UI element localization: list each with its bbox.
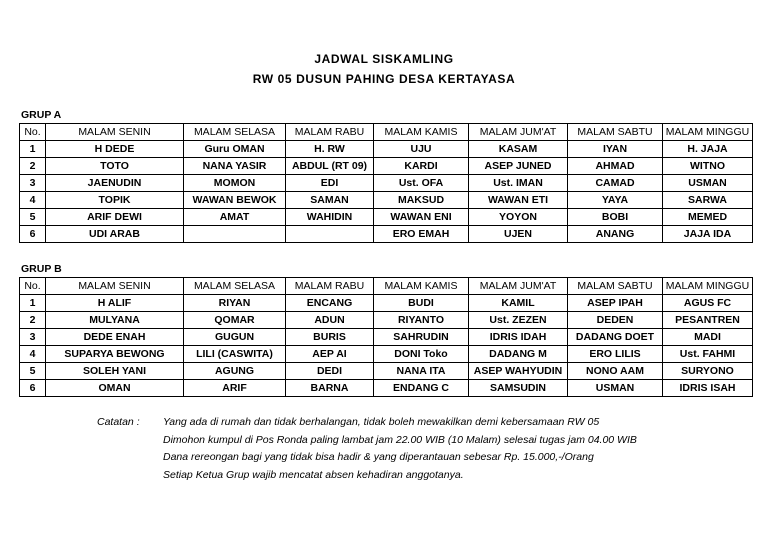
table-row [20, 175, 753, 192]
name-cell: AMAT [184, 209, 286, 226]
name-cell: MEMED [663, 209, 753, 226]
name-cell: YOYON [469, 209, 568, 226]
name-cell: YAYA [568, 192, 663, 209]
name-cell: ASEP IPAH [568, 295, 663, 312]
name-cell: DEDE ENAH [46, 329, 184, 346]
note-line: Dana rereongan bagi yang tidak bisa hadir & yang diperantauan sebesar Rp. 15.000,-/Orang [163, 451, 594, 463]
name-cell: QOMAR [184, 312, 286, 329]
group-a-label: GRUP A [21, 109, 62, 121]
name-cell: NANA YASIR [184, 158, 286, 175]
name-cell: Ust. IMAN [469, 175, 568, 192]
name-cell: SAHRUDIN [374, 329, 469, 346]
name-cell: ERO EMAH [374, 226, 469, 243]
note-line: Setiap Ketua Grup wajib mencatat absen kehadiran anggotanya. [163, 468, 464, 481]
name-cell: SAMSUDIN [469, 380, 568, 397]
name-cell: KAMIL [469, 295, 568, 312]
name-cell [286, 226, 374, 243]
name-cell: DEDI [286, 363, 374, 380]
name-cell: Guru OMAN [184, 141, 286, 158]
name-cell: SAMAN [286, 192, 374, 209]
document-subtitle: RW 05 DUSUN PAHING DESA KERTAYASA [252, 72, 516, 86]
name-cell: RIYAN [184, 295, 286, 312]
column-header: MALAM SABTU [568, 124, 663, 141]
name-cell: WAWAN BEWOK [184, 192, 286, 209]
name-cell: Ust. ZEZEN [469, 312, 568, 329]
table-row [20, 141, 753, 158]
name-cell: SOLEH YANI [46, 363, 184, 380]
name-cell: OMAN [46, 380, 184, 397]
name-cell: PESANTREN [663, 312, 753, 329]
name-cell: Ust. FAHMI [663, 346, 753, 363]
column-header: MALAM SENIN [46, 124, 184, 141]
name-cell: AGUNG [184, 363, 286, 380]
row-number-cell: 3 [20, 175, 46, 192]
column-header: MALAM SABTU [568, 278, 663, 295]
column-header: MALAM SELASA [184, 124, 286, 141]
table-row [20, 209, 753, 226]
table-row [20, 158, 753, 175]
column-header: MALAM JUM'AT [469, 278, 568, 295]
row-number-cell: 5 [20, 209, 46, 226]
column-header: MALAM MINGGU [663, 124, 753, 141]
table-header-row [20, 124, 753, 141]
name-cell: AHMAD [568, 158, 663, 175]
row-number-cell: 4 [20, 192, 46, 209]
name-cell: MAKSUD [374, 192, 469, 209]
name-cell: H DEDE [46, 141, 184, 158]
name-cell: ASEP JUNED [469, 158, 568, 175]
schedule-table-group-a [19, 123, 753, 243]
table-row [20, 226, 753, 243]
name-cell: ADUN [286, 312, 374, 329]
name-cell: BURIS [286, 329, 374, 346]
row-number-cell: 1 [20, 295, 46, 312]
table-row [20, 346, 753, 363]
row-number-cell: 4 [20, 346, 46, 363]
name-cell: BUDI [374, 295, 469, 312]
name-cell: WITNO [663, 158, 753, 175]
table-row [20, 295, 753, 312]
row-number-cell: 2 [20, 158, 46, 175]
name-cell: WAWAN ENI [374, 209, 469, 226]
name-cell: IYAN [568, 141, 663, 158]
name-cell: USMAN [663, 175, 753, 192]
table-row [20, 312, 753, 329]
column-header: MALAM RABU [286, 124, 374, 141]
name-cell: NANA ITA [374, 363, 469, 380]
name-cell: SUPARYA BEWONG [46, 346, 184, 363]
column-header: MALAM RABU [286, 278, 374, 295]
name-cell: IDRIS IDAH [469, 329, 568, 346]
name-cell: EDI [286, 175, 374, 192]
name-cell: USMAN [568, 380, 663, 397]
name-cell: UDI ARAB [46, 226, 184, 243]
notes-label: Catatan : [97, 416, 140, 428]
name-cell: CAMAD [568, 175, 663, 192]
name-cell: DEDEN [568, 312, 663, 329]
table-row [20, 192, 753, 209]
name-cell: GUGUN [184, 329, 286, 346]
name-cell: KARDI [374, 158, 469, 175]
name-cell: MOMON [184, 175, 286, 192]
note-line: Yang ada di rumah dan tidak berhalangan, tidak boleh mewakilkan demi kebersamaan RW 05 [163, 416, 600, 428]
name-cell: DONI Toko [374, 346, 469, 363]
column-header: No. [20, 278, 46, 295]
schedule-table-group-b [19, 277, 753, 397]
name-cell: WAWAN ETI [469, 192, 568, 209]
name-cell: SURYONO [663, 363, 753, 380]
name-cell: UJEN [469, 226, 568, 243]
name-cell: H ALIF [46, 295, 184, 312]
name-cell: ABDUL (RT 09) [286, 158, 374, 175]
column-header: MALAM KAMIS [374, 124, 469, 141]
name-cell: BOBI [568, 209, 663, 226]
name-cell: ERO LILIS [568, 346, 663, 363]
row-number-cell: 6 [20, 226, 46, 243]
name-cell: ENDANG C [374, 380, 469, 397]
name-cell: Ust. OFA [374, 175, 469, 192]
column-header: MALAM JUM'AT [469, 124, 568, 141]
name-cell: JAENUDIN [46, 175, 184, 192]
name-cell: NONO AAM [568, 363, 663, 380]
table-header-row [20, 278, 753, 295]
name-cell: MULYANA [46, 312, 184, 329]
row-number-cell: 3 [20, 329, 46, 346]
row-number-cell: 6 [20, 380, 46, 397]
name-cell: DADANG DOET [568, 329, 663, 346]
name-cell: ARIF DEWI [46, 209, 184, 226]
name-cell: ANANG [568, 226, 663, 243]
name-cell: UJU [374, 141, 469, 158]
name-cell: H. JAJA [663, 141, 753, 158]
row-number-cell: 2 [20, 312, 46, 329]
document-title: JADWAL SISKAMLING [314, 52, 454, 66]
name-cell: DADANG M [469, 346, 568, 363]
name-cell: WAHIDIN [286, 209, 374, 226]
table-row [20, 380, 753, 397]
name-cell: ENCANG [286, 295, 374, 312]
name-cell: ASEP WAHYUDIN [469, 363, 568, 380]
name-cell: H. RW [286, 141, 374, 158]
name-cell: TOPIK [46, 192, 184, 209]
name-cell: JAJA IDA [663, 226, 753, 243]
name-cell: SARWA [663, 192, 753, 209]
group-b-label: GRUP B [21, 263, 62, 275]
row-number-cell: 1 [20, 141, 46, 158]
name-cell: AEP AI [286, 346, 374, 363]
name-cell: MADI [663, 329, 753, 346]
column-header: MALAM SENIN [46, 278, 184, 295]
table-row [20, 363, 753, 380]
name-cell: LILI (CASWITA) [184, 346, 286, 363]
table-row [20, 329, 753, 346]
row-number-cell: 5 [20, 363, 46, 380]
name-cell: ARIF [184, 380, 286, 397]
column-header: MALAM SELASA [184, 278, 286, 295]
name-cell: IDRIS ISAH [663, 380, 753, 397]
column-header: MALAM MINGGU [663, 278, 753, 295]
note-line: Dimohon kumpul di Pos Ronda paling lambat jam 22.00 WIB (10 Malam) selesai tugas jam 04.00 WIB [163, 433, 637, 446]
name-cell: TOTO [46, 158, 184, 175]
column-header: No. [20, 124, 46, 141]
name-cell: AGUS FC [663, 295, 753, 312]
name-cell: KASAM [469, 141, 568, 158]
column-header: MALAM KAMIS [374, 278, 469, 295]
name-cell: RIYANTO [374, 312, 469, 329]
name-cell [184, 226, 286, 243]
name-cell: BARNA [286, 380, 374, 397]
